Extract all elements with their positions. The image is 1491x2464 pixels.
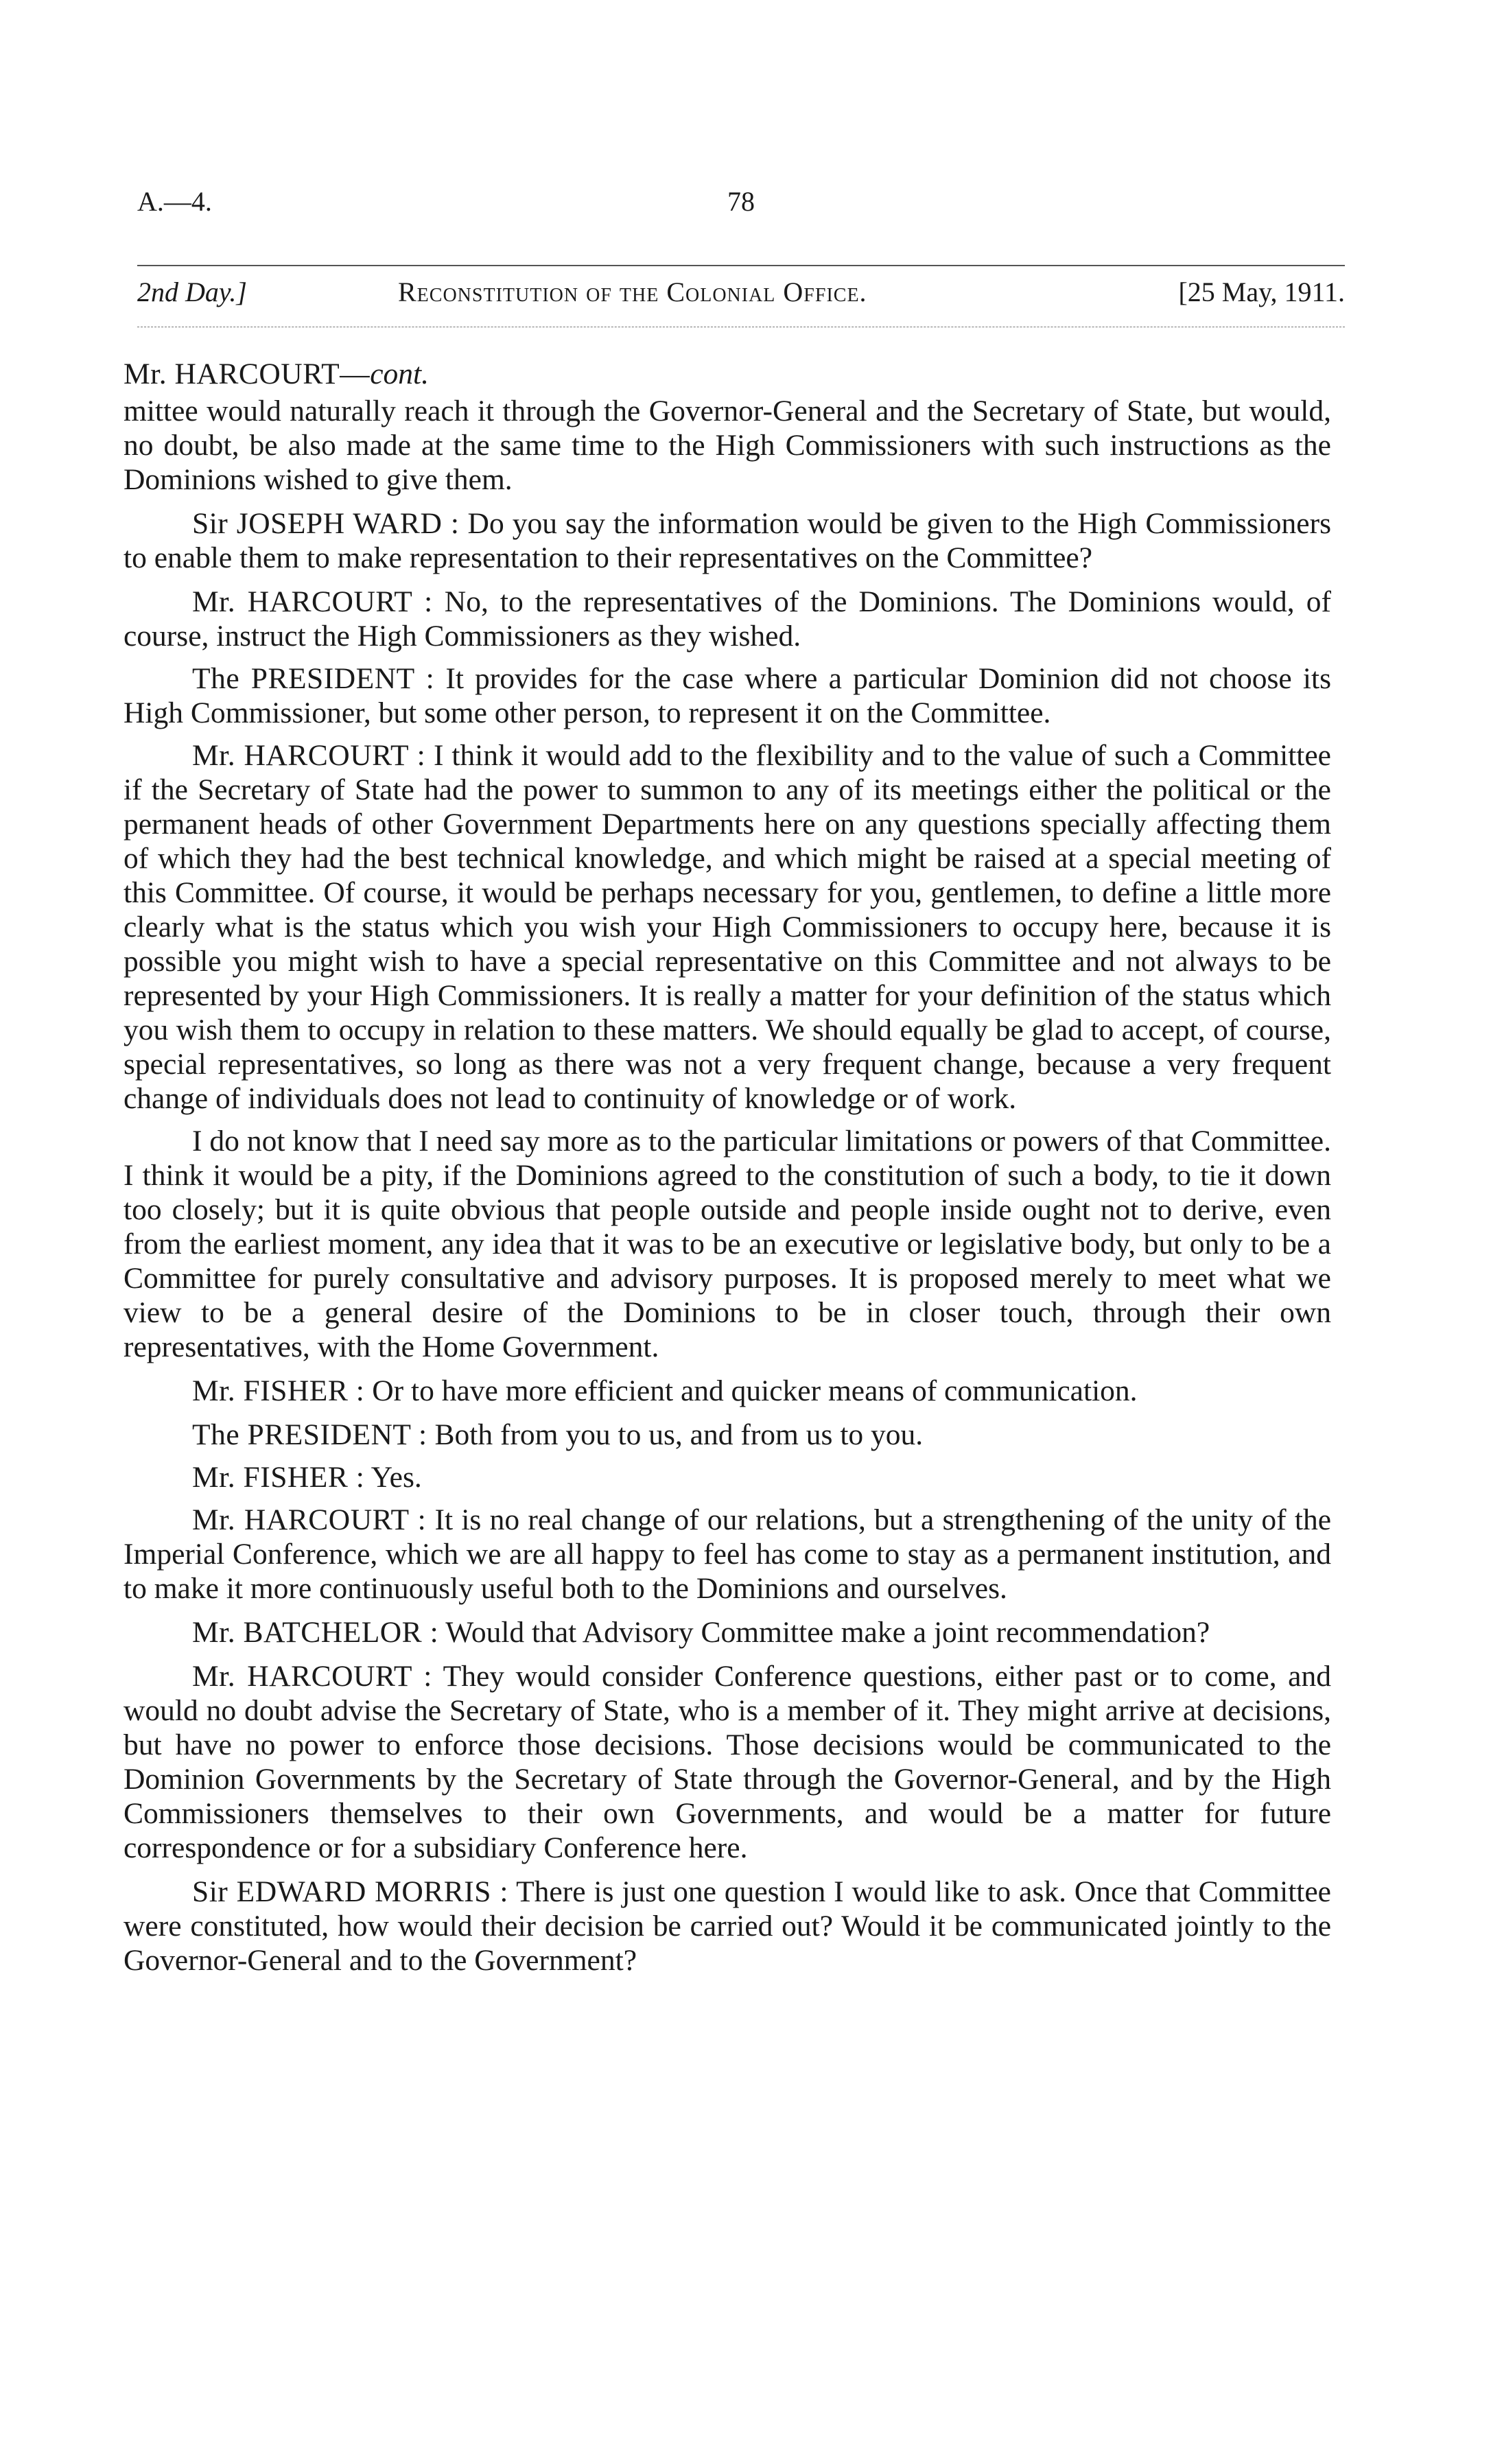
paragraph-text: Or to have more efficient and quicker means of communication. xyxy=(364,1374,1138,1407)
paragraph-text: Would that Advisory Committee make a joint recommendation? xyxy=(438,1616,1210,1649)
continuation-heading xyxy=(124,357,1331,391)
paragraph xyxy=(124,1875,1331,1978)
speaker-name: Mr. HARCOURT : xyxy=(192,1503,427,1536)
paragraph xyxy=(124,1460,1331,1494)
speaker-name: Mr. BATCHELOR : xyxy=(192,1616,439,1649)
running-head xyxy=(137,276,1345,317)
paragraph-text: Both from you to us, and from us to you. xyxy=(427,1418,924,1451)
speaker-name: Sir JOSEPH WARD : xyxy=(192,507,460,540)
paragraph xyxy=(124,1659,1331,1865)
document-reference: A.—4. xyxy=(137,186,212,217)
paragraph-text: No, to the representatives of the Dominions. The Dominions would, of course, instruct the High Commissioners as they wished. xyxy=(124,585,1331,653)
running-head-title: Reconstitution of the Colonial Office. xyxy=(398,277,867,307)
page-header xyxy=(137,185,1345,226)
speaker-name: Mr. FISHER : xyxy=(192,1374,365,1407)
paragraph-text: It is no real change of our relations, but a strengthening of the unity of the Imperial Conference, which we are all happy to feel has come to stay as a permanent institution, and to make it more continuously useful both to the Dominions and ourselves. xyxy=(124,1503,1331,1605)
speaker-name: The PRESIDENT : xyxy=(192,662,435,695)
paragraph xyxy=(124,1418,1331,1452)
speaker-name: Mr. FISHER : xyxy=(192,1461,365,1494)
paragraph-text: There is just one question I would like to ask. Once that Committee were constituted, how would their decision be carried out? Would it be communicated jointly to the Governor-General and to the Government? xyxy=(124,1875,1331,1977)
paragraph xyxy=(124,394,1331,497)
paragraph-text: I do not know that I need say more as to the particular limitations or powers of that Committee. I think it would be a pity, if the Dominions agreed to the constitution of such a body, to tie it down too closely; but it is quite obvious that people outside and people inside ought not to derive, even from the earliest moment, any idea that it was to be an executive or legislative body, but only to be a Committee for purely consultative and advisory purposes. It is proposed merely to meet what we view to be a general desire of the Dominions to be in closer touch, through their own representatives, with the Home Government. xyxy=(124,1125,1331,1363)
speaker-name: Mr. HARCOURT : xyxy=(192,1660,432,1693)
paragraph xyxy=(124,585,1331,653)
paragraph-text: I think it would add to the flexibility and to the value of such a Committee if the Secretary of State had the power to summon to any of its meetings either the political or the permanent heads of other Government Departments here on any questions specially affecting them of which they had the best technical knowledge, and which might be raised at a special meeting of this Committee. Of course, it would be perhaps necessary for you, gentlemen, to define a little more clearly what is the status which you wish your High Commissioners to occupy here, because it is possible you might wish to have a special representative on this Committee and not always to be represented by your High Commissioners. It is really a matter for your definition of the status which you wish them to occupy in relation to these matters. We should equally be glad to accept, of course, special representatives, so long as there was not a very frequent change, because a very frequent change of individuals does not lead to continuity of knowledge or of work. xyxy=(124,739,1331,1115)
paragraph-text: Yes. xyxy=(364,1461,422,1494)
paragraph xyxy=(124,738,1331,1116)
running-head-date: [25 May, 1911. xyxy=(1178,277,1345,307)
paragraph-text: They would consider Conference questions, either past or to come, and would no doubt advise the Secretary of State, who is a member of it. They might arrive at decisions, but have no power to enforce those decisions. Those decisions would be communicated to the Dominion Governments by the Secretary of State through the Governor-General, and by the High Commissioners themselves to their own Governments, and would be a matter for future correspondence or for a subsidiary Conference here. xyxy=(124,1660,1331,1864)
speaker-name: The PRESIDENT : xyxy=(192,1418,427,1451)
paragraph xyxy=(124,506,1331,575)
running-head-day: 2nd Day.] xyxy=(137,277,247,307)
continuation-speaker: Mr. HARCOURT— xyxy=(124,357,371,390)
page-number: 78 xyxy=(727,186,755,217)
speaker-name: Sir EDWARD MORRIS : xyxy=(192,1875,508,1908)
paragraph xyxy=(124,1615,1331,1650)
paragraph xyxy=(124,1374,1331,1408)
paragraph xyxy=(124,661,1331,730)
speaker-name: Mr. HARCOURT : xyxy=(192,739,426,772)
body-text xyxy=(124,357,1331,1986)
paragraph-text: mittee would naturally reach it through the Governor-General and the Secretary of State, but would, no doubt, be also made at the same time to the High Commissioners with such instructions as the Dominions wished to give them. xyxy=(124,395,1331,496)
speaker-name: Mr. HARCOURT : xyxy=(192,585,433,618)
paragraph xyxy=(124,1124,1331,1364)
header-rule-top xyxy=(137,265,1345,266)
continuation-suffix: cont. xyxy=(370,357,429,390)
paragraph xyxy=(124,1503,1331,1606)
paragraph-text: Do you say the information would be given to the High Commissioners to enable them to make representation to their representatives on the Committee? xyxy=(124,507,1332,574)
paragraph-text: It provides for the case where a particular Dominion did not choose its High Commissioner, but some other person, to represent it on the Committee. xyxy=(124,662,1331,729)
